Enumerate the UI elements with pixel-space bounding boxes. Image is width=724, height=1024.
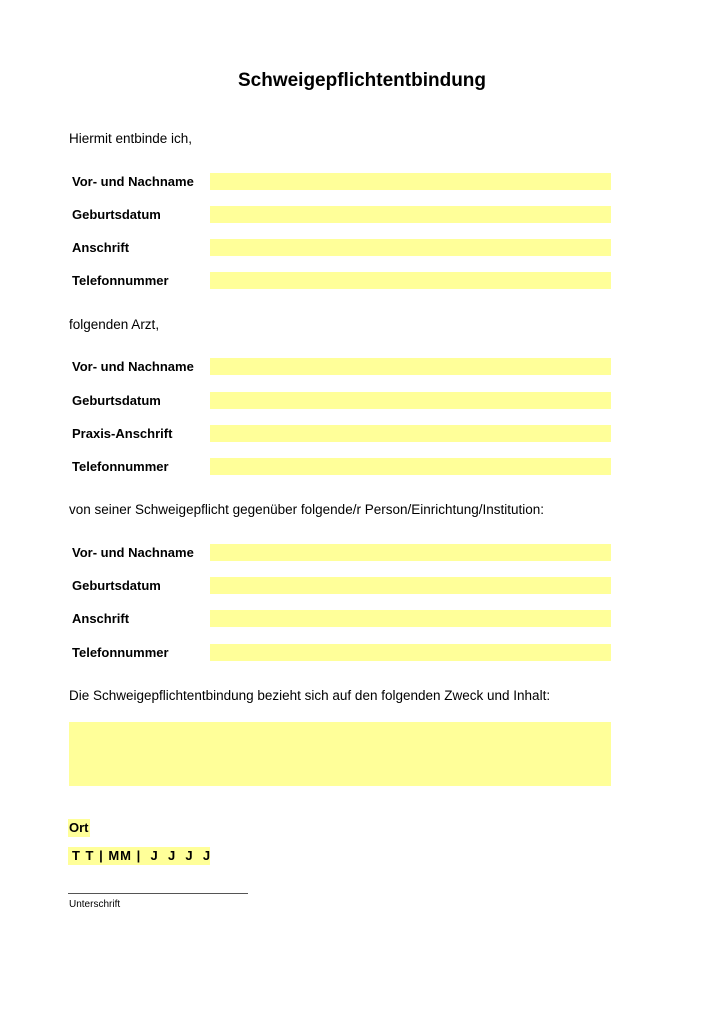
doctor-phone-label: Telefonnummer <box>72 459 169 474</box>
patient-name-input[interactable] <box>210 173 611 190</box>
patient-address-input[interactable] <box>210 239 611 256</box>
recipient-birth-input[interactable] <box>210 577 611 594</box>
doctor-address-input[interactable] <box>210 425 611 442</box>
document-title: Schweigepflichtentbindung <box>237 70 487 91</box>
patient-birth-label: Geburtsdatum <box>72 207 161 222</box>
patient-phone-label: Telefonnummer <box>72 273 169 288</box>
signature-label: Unterschrift <box>69 899 121 910</box>
recipient-name-input[interactable] <box>210 544 611 561</box>
doctor-name-label: Vor- und Nachname <box>72 359 194 374</box>
purpose-textarea[interactable] <box>69 722 611 786</box>
date-field[interactable]: T T | MM | J J J J <box>68 847 210 865</box>
recipient-address-label: Anschrift <box>72 611 130 626</box>
doctor-phone-input[interactable] <box>210 458 611 475</box>
place-field[interactable]: Ort <box>69 820 89 835</box>
recipient-name-label: Vor- und Nachname <box>72 545 194 560</box>
doctor-address-label: Praxis-Anschrift <box>72 426 173 441</box>
recipient-address-input[interactable] <box>210 610 611 627</box>
recipient-phone-input[interactable] <box>210 644 611 661</box>
doctor-birth-input[interactable] <box>210 392 611 409</box>
doctor-name-input[interactable] <box>210 358 611 375</box>
patient-name-label: Vor- und Nachname <box>72 174 194 189</box>
intro-recipient-text: von seiner Schweigepflicht gegenüber folgende/r Person/Einrichtung/Institution: <box>69 502 545 517</box>
recipient-phone-label: Telefonnummer <box>72 645 169 660</box>
intro-purpose-text: Die Schweigepflichtentbindung bezieht sich auf den folgenden Zweck und Inhalt: <box>69 688 551 703</box>
signature-line <box>68 893 248 894</box>
intro-patient-text: Hiermit entbinde ich, <box>69 131 193 146</box>
patient-birth-input[interactable] <box>210 206 611 223</box>
intro-doctor-text: folgenden Arzt, <box>69 317 160 332</box>
doctor-birth-label: Geburtsdatum <box>72 393 161 408</box>
recipient-birth-label: Geburtsdatum <box>72 578 161 593</box>
patient-address-label: Anschrift <box>72 240 130 255</box>
patient-phone-input[interactable] <box>210 272 611 289</box>
